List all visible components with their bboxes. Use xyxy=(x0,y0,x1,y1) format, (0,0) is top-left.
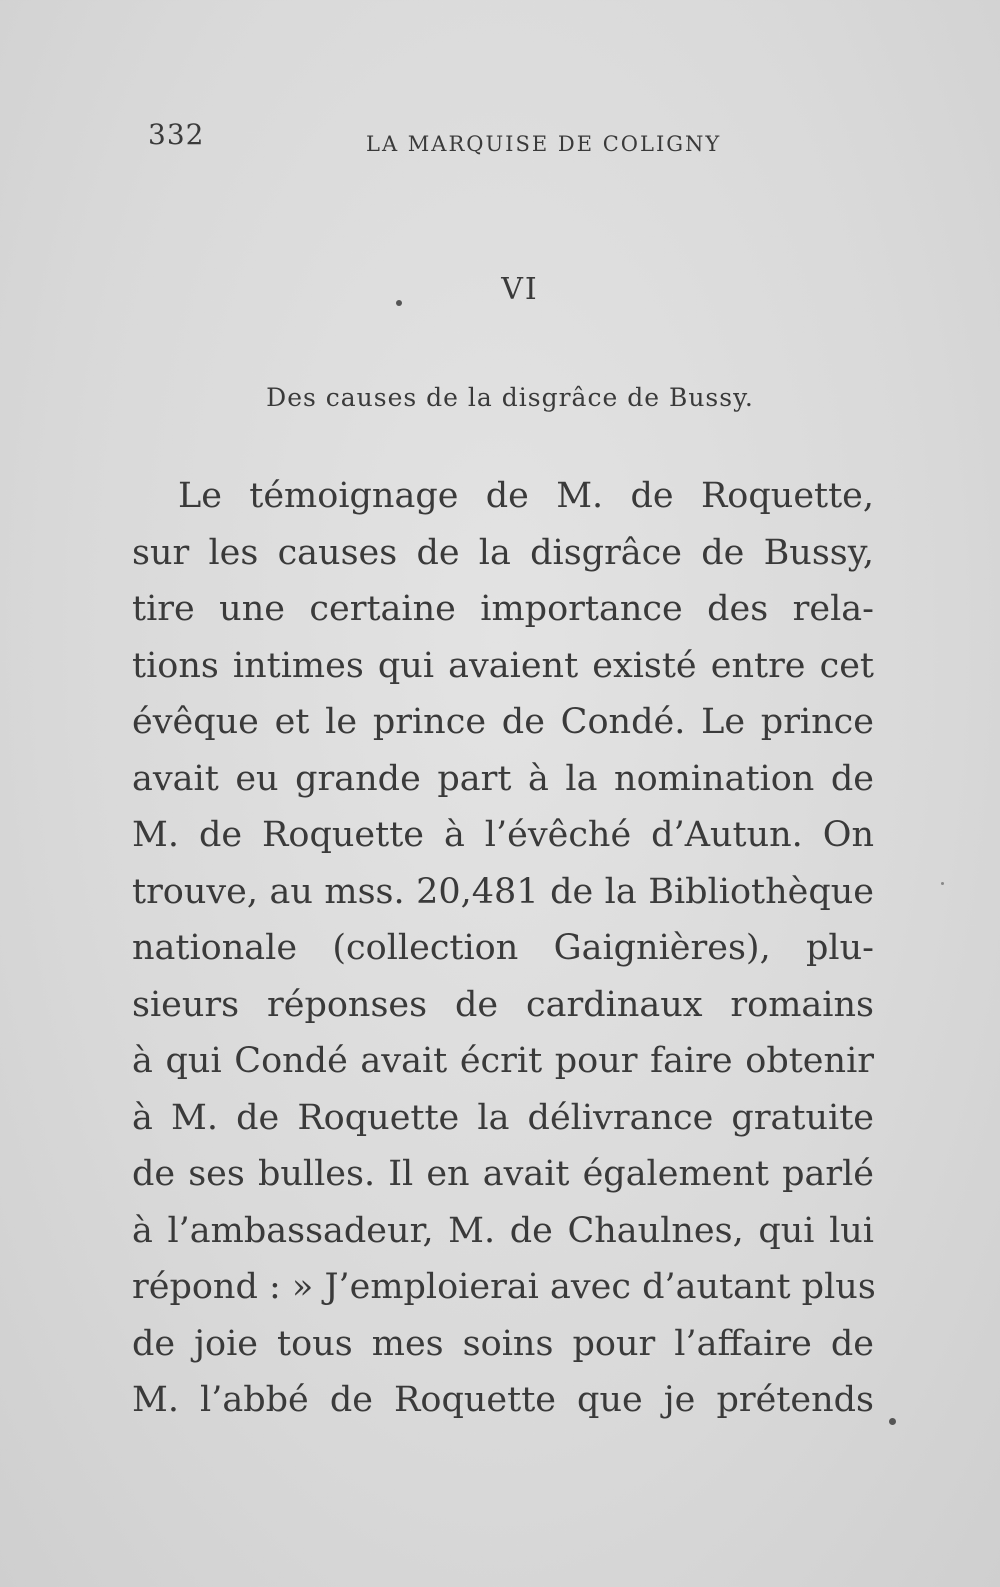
ink-speck xyxy=(889,1418,896,1425)
running-head xyxy=(148,118,788,158)
page-number: 332 xyxy=(148,118,205,151)
text-line: sur les causes de la disgrâce de Bussy, xyxy=(132,532,874,573)
text-line: Le témoignage de M. de Roquette, xyxy=(178,476,874,516)
body-paragraph xyxy=(132,468,874,1429)
ink-speck xyxy=(941,882,944,885)
text-line: répond : » J’emploierai avec d’autant plus xyxy=(132,1267,876,1307)
text-line: M. l’abbé de Roquette que je prétends xyxy=(132,1380,874,1420)
chapter-number: VI xyxy=(501,272,539,307)
running-title: LA MARQUISE DE COLIGNY xyxy=(366,132,722,156)
text-line: à M. de Roquette la délivrance gratuite xyxy=(132,1097,874,1138)
text-line: avait eu grande part à la nomination de xyxy=(132,758,874,799)
text-line: M. de Roquette à l’évêché d’Autun. On xyxy=(132,815,874,855)
text-line: à l’ambassadeur, M. de Chaulnes, qui lui xyxy=(132,1210,874,1251)
text-line: de ses bulles. Il en avait également parlé xyxy=(132,1154,874,1194)
text-line: tions intimes qui avaient existé entre cet xyxy=(132,645,874,686)
text-line: de joie tous mes soins pour l’affaire de xyxy=(132,1323,874,1364)
text-line: trouve, au mss. 20,481 de la Bibliothèque xyxy=(132,871,874,912)
chapter-subtitle: Des causes de la disgrâce de Bussy. xyxy=(266,383,754,412)
text-line: tire une certaine importance des rela- xyxy=(132,589,874,629)
text-line: évêque et le prince de Condé. Le prince xyxy=(132,702,874,742)
text-line: sieurs réponses de cardinaux romains xyxy=(132,984,874,1025)
ink-speck xyxy=(396,300,402,306)
text-line: nationale (collection Gaignières), plu- xyxy=(132,928,874,968)
text-line: à qui Condé avait écrit pour faire obtenir xyxy=(132,1041,874,1081)
